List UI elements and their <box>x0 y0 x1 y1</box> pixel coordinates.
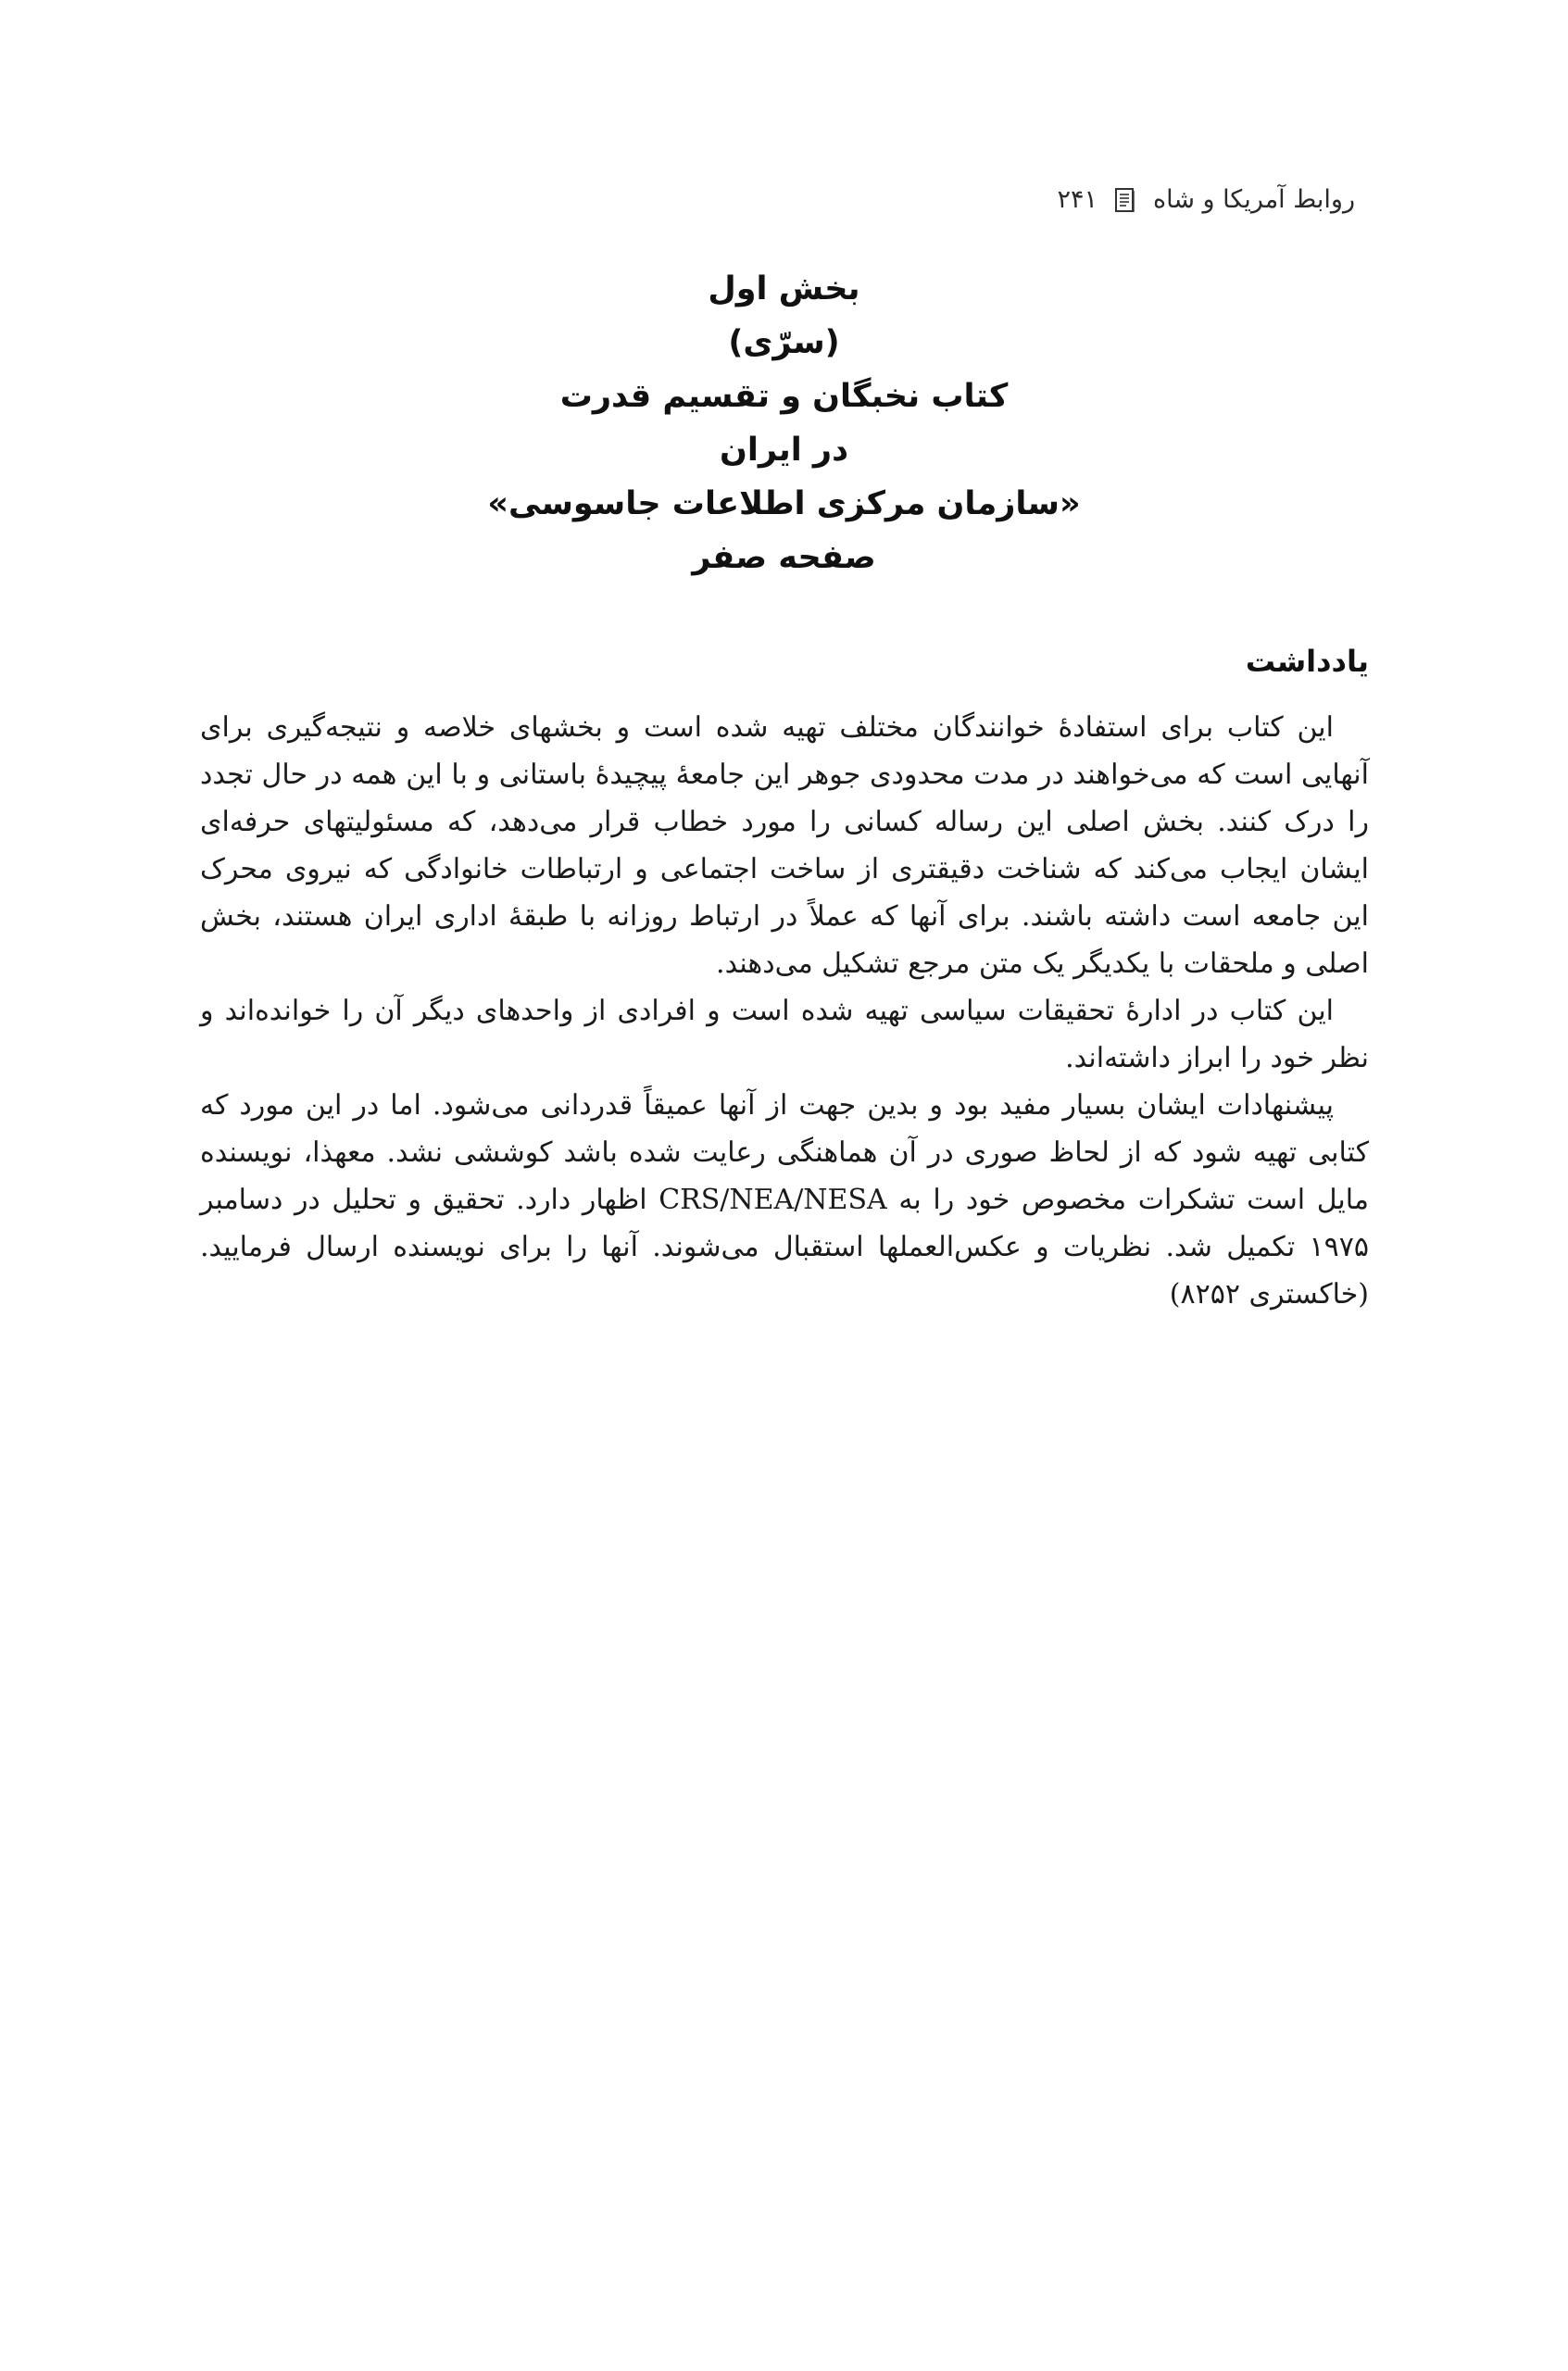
page-number: ۲۴۱ <box>1057 185 1098 214</box>
running-title: روابط آمریکا و شاه <box>1152 185 1355 214</box>
heading-line-book-title: کتاب نخبگان و تقسیم قدرت <box>559 378 1009 415</box>
running-header <box>1057 185 1355 214</box>
paragraph: این کتاب در ادارهٔ تحقیقات سیاسی تهیه شده است و افرادی از واحدهای دیگر آن را خوانده‌اند و نظر خود را ابراز داشته‌اند. <box>200 995 1369 1074</box>
heading-line-country: در ایران <box>719 432 849 469</box>
heading-line-section: بخش اول <box>708 270 860 307</box>
note-body <box>200 704 1369 1318</box>
heading-line-classification: (سرّی) <box>728 324 840 361</box>
paragraph: پیشنهادات ایشان بسیار مفید بود و بدین جهت از آنها عمیقاً قدردانی می‌شود. اما در این مورد که کتابی تهیه شود که از لحاظ صوری در آن هماهنگی رعایت شده باشد کوششی نشد. معهذا، نویسنده مایل است تشکرات مخصوص خود را به CRS/NEA/NESA اظهار دارد. تحقیق و تحلیل در دسامبر ۱۹۷۵ تکمیل شد. نظریات و عکس‌العملها استقبال می‌شوند. آنها را برای نویسنده ارسال فرمایید. (خاکستری ۸۲۵۲) <box>200 1089 1369 1311</box>
heading-line-agency: «سازمان مرکزی اطلاعات جاسوسی» <box>487 485 1081 522</box>
section-heading <box>0 262 1568 584</box>
heading-line-page-zero: صفحه صفر <box>692 539 876 576</box>
note-label: یادداشت <box>1245 644 1369 679</box>
book-icon <box>1114 187 1136 213</box>
paragraph: این کتاب برای استفادهٔ خوانندگان مختلف تهیه شده است و بخشهای خلاصه و نتیجه‌گیری برای آنهایی است که می‌خواهند در مدت محدودی جوهر این جامعهٔ پیچیدهٔ باستانی و با این همه در حال تجدد را درک کنند. بخش اصلی این رساله کسانی را مورد خطاب قرار می‌دهد، که مسئولیتهای حرفه‌ای ایشان ایجاب می‌کند که شناخت دقیقتری از ساخت اجتماعی و ارتباطات خانوادگی که نیروی محرک این جامعه است داشته باشند. برای آنها که عملاً در ارتباط روزانه با طبقهٔ اداری ایران هستند، بخش اصلی و ملحقات با یکدیگر یک متن مرجع تشکیل می‌دهند. <box>200 711 1369 980</box>
